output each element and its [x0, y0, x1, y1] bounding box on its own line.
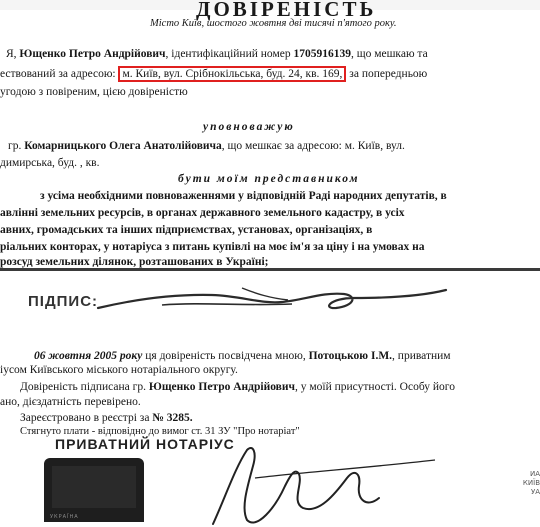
highlighted-address: м. Київ, вул. Срібнокільська, буд. 24, кв. 169,: [118, 66, 346, 82]
certification-line-4: ано, дієздатність перевірено.: [0, 396, 141, 408]
heading-represent: бути моїм представником: [178, 173, 360, 185]
city-date-line: Місто Київ, шостого жовтня дві тисячі п'ятого року.: [150, 18, 397, 29]
certification-line-3: Довіреність підписана гр. Ющенко Петро Андрійович, у моїй присутності. Особу його: [20, 381, 455, 393]
heading-authorize: уповноважую: [203, 121, 295, 133]
handwritten-signature: [92, 278, 452, 328]
grantor-line: Я, Ющенко Петро Андрійович, ідентифікаційний номер 1705916139, що мешкаю та: [6, 48, 428, 60]
certification-line-1: 06 жовтня 2005 року ця довіреність посвідчена мною, Потоцькою І.М., приватним: [34, 350, 451, 362]
fee-line: Стягнуто плати - відповідно до вимог ст. 31 ЗУ "Про нотаріат": [20, 426, 300, 437]
section-divider: [0, 268, 540, 271]
notary-seal: УКРАЇНА: [44, 458, 144, 522]
powers-line-1: з усіма необхідними повноваженнями у відповідній Раді народних депутатів, в: [40, 190, 447, 202]
registry-line: Зареєстровано в реєстрі за № 3285.: [20, 412, 193, 424]
agreement-line: угодою з повіреним, цією довіреністю: [0, 86, 188, 98]
registry-number: № 3285.: [152, 412, 193, 424]
powers-line-4: ріальних конторах, у нотаріуса з питань купівлі на моє ім'я за ціну і на умовах на: [0, 241, 425, 253]
signature-label: ПІДПИС:: [28, 293, 99, 310]
attorney-name: Комарницького Олега Анатолійовича: [24, 140, 222, 152]
notary-title: ПРИВАТНИЙ НОТАРІУС: [55, 436, 235, 452]
powers-line-2: авлінні земельних ресурсів, в органах державного земельного кадастру, в усіх: [0, 207, 405, 219]
document-title: ДОВІРЕНІСТЬ: [196, 0, 377, 21]
address-line: ествований за адресою: м. Київ, вул. Срібнокільська, буд. 24, кв. 169, за попередньою: [0, 68, 428, 80]
certification-line-2: іусом Київського міського нотаріального округу.: [0, 364, 238, 376]
seal-edge-text: ИА КИЇВ УА: [522, 470, 540, 496]
notary-signature: [195, 438, 475, 527]
powers-line-5: розсуд земельних ділянок, розташованих в Україні;: [0, 256, 269, 268]
attorney-address-line: димирська, буд. , кв.: [0, 157, 100, 169]
grantor-id-number: 1705916139: [293, 48, 351, 60]
attorney-line: гр. Комарницького Олега Анатолійовича, що мешкає за адресою: м. Київ, вул.: [8, 140, 405, 152]
grantor-name: Ющенко Петро Андрійович: [19, 48, 166, 60]
powers-line-3: авних, громадських та інших підприємствах, установах, організаціях, в: [0, 224, 373, 236]
signer-name: Ющенко Петро Андрійович: [148, 381, 295, 393]
notary-name: Потоцькою І.М.: [308, 350, 393, 362]
certification-date: 06 жовтня 2005 року: [34, 350, 143, 362]
